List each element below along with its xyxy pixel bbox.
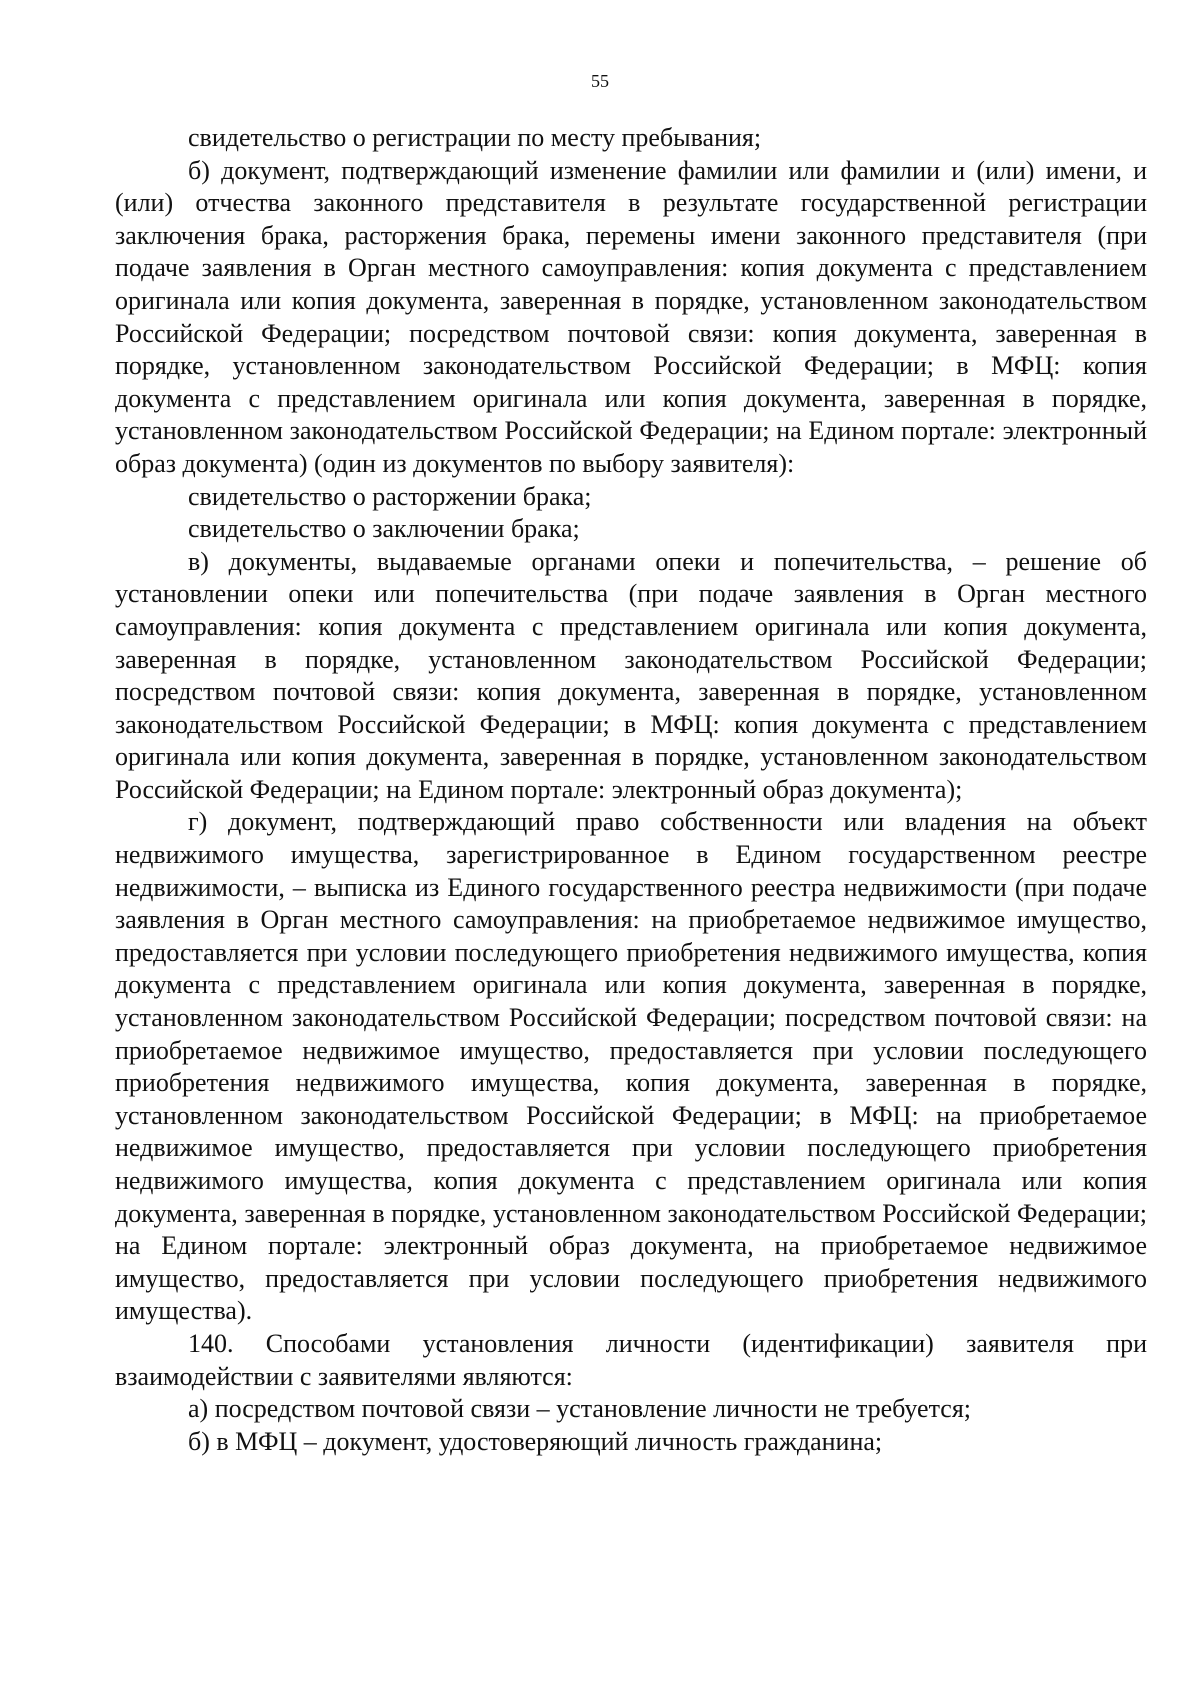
paragraph-item-v-guardianship: в) документы, выдаваемые органами опеки и попечительства, – решение об установлении опеки или попечительства (при подаче заявления в Орган местного самоуправления: копия документа с представлением оригинала или копия документа, заверенная в порядке, установленном законодательством Российской Федерации; посредством почтовой связи: копия документа, заверенная в порядке, установленном законодательством Российской Федерации; в МФЦ: копия документа с представлением оригинала или копия документа, заверенная в порядке, установленном законодательством Российской Федерации; на Едином портале: электронный образ документа);: [115, 546, 1147, 804]
paragraph-item-b-name-change: б) документ, подтверждающий изменение фамилии или фамилии и (или) имени, и (или) отчества законного представителя в результате государственной регистрации заключения брака, расторжения брака, перемены имени законного представителя (при подаче заявления в Орган местного самоуправления: копия документа с представлением оригинала или копия документа, заверенная в порядке, установленном законодательством Российской Федерации; посредством почтовой связи: копия документа, заверенная в порядке, установленном законодательством Российской Федерации; в МФЦ: копия документа с представлением оригинала или копия документа, заверенная в порядке, установленном законодательством Российской Федерации; на Едином портале: электронный образ документа) (один из документов по выбору заявителя):: [115, 155, 1147, 478]
paragraph-divorce-certificate: свидетельство о расторжении брака;: [188, 481, 592, 511]
page-number: 55: [591, 71, 609, 91]
paragraph-registration-certificate: свидетельство о регистрации по месту пребывания;: [188, 123, 762, 152]
paragraph-item-g-property: г) документ, подтверждающий право собственности или владения на объект недвижимого имущества, зарегистрированное в Едином государственном реестре недвижимости, – выписка из Единого государственного реестра недвижимости (при подаче заявления в Орган местного самоуправления: на приобретаемое недвижимое имущество, предоставляется при условии последующего приобретения недвижимого имущества, копия документа с представлением оригинала или копия документа, заверенная в порядке, установленном законодательством Российской Федерации; посредством почтовой связи: на приобретаемое недвижимое имущество, предоставляется при условии последующего приобретения недвижимого имущества, копия документа, заверенная в порядке, установленном законодательством Российской Федерации; в МФЦ: на приобретаемое недвижимое имущество, предоставляется при условии последующего приобретения недвижимого имущества, копия документа с представлением оригинала или копия документа, заверенная в порядке, установленном законодательством Российской Федерации; на Едином портале: электронный образ документа, на приобретаемое недвижимое имущество, предоставляется при условии последующего приобретения недвижимого имущества).: [115, 807, 1147, 1326]
paragraph-item-140-identification: 140. Способами установления личности (идентификации) заявителя при взаимодействии с заявителями являются:: [115, 1328, 1147, 1391]
paragraph-marriage-certificate: свидетельство о заключении брака;: [188, 514, 580, 544]
paragraph-item-b-mfc: б) в МФЦ – документ, удостоверяющий личность гражданина;: [188, 1426, 883, 1456]
paragraph-item-a-postal: а) посредством почтовой связи – установление личности не требуется;: [188, 1394, 971, 1424]
document-body: [115, 122, 1147, 1458]
